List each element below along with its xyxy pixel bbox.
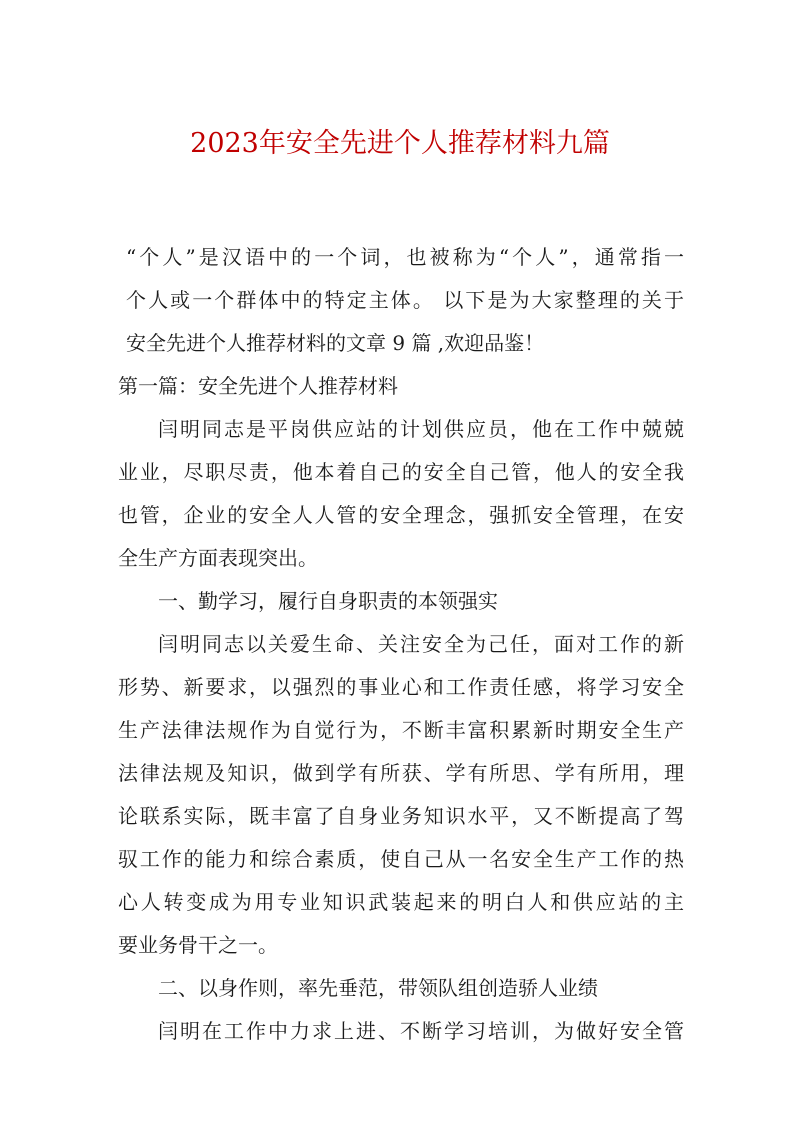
- paragraph-line: 全生产方面表现突出。: [118, 546, 318, 570]
- paragraph-line: 生产法律法规作为自觉行为，不断丰富积累新时期安全生产: [118, 718, 684, 742]
- intro-paragraph: [126, 236, 684, 365]
- paragraph-line: 形势、新要求，以强烈的事业心和工作责任感，将学习安全: [118, 675, 684, 699]
- paragraph-line: 驭工作的能力和综合素质，使自己从一名安全生产工作的热: [118, 847, 684, 871]
- paragraph-line: 法律法规及知识，做到学有所获、学有所思、学有所用，理: [118, 761, 684, 785]
- paragraph-3: [118, 1010, 684, 1053]
- paragraph-line: 业业，尽职尽责，他本着自己的安全自己管，他人的安全我: [118, 460, 684, 484]
- intro-line: 安全先进个人推荐材料的文章 9 篇 ,欢迎品鉴！: [126, 331, 545, 355]
- intro-line: “个人”是汉语中的一个词，也被称为“个人”，通常指一: [126, 245, 684, 269]
- paragraph-line: 闫明同志是平岗供应站的计划供应员，他在工作中兢兢: [158, 417, 684, 441]
- paragraph-line: 要业务骨干之一。: [118, 933, 278, 957]
- paragraph-line: 闫明同志以关爱生命、关注安全为己任，面对工作的新: [158, 632, 684, 656]
- document-title: 2023年安全先进个人推荐材料九篇: [190, 128, 610, 159]
- intro-line: 个人或一个群体中的特定主体。 以下是为大家整理的关于: [126, 288, 684, 312]
- paragraph-2: [118, 623, 684, 967]
- paragraph-line: 心人转变成为用专业知识武装起来的明白人和供应站的主: [118, 890, 684, 914]
- paragraph-1: [118, 408, 684, 580]
- paragraph-line: 也管，企业的安全人人管的安全理念，强抓安全管理，在安: [118, 503, 684, 527]
- paragraph-line: 论联系实际，既丰富了自身业务知识水平，又不断提高了驾: [118, 804, 684, 828]
- paragraph-line: 闫明在工作中力求上进、不断学习培训，为做好安全管: [158, 1019, 684, 1043]
- section-2-heading: 二、以身作则，率先垂范，带领队组创造骄人业绩: [158, 976, 598, 1000]
- section-1-heading: 一、勤学习，履行自身职责的本领强实: [158, 589, 498, 613]
- chapter-heading: 第一篇：安全先进个人推荐材料: [118, 374, 398, 398]
